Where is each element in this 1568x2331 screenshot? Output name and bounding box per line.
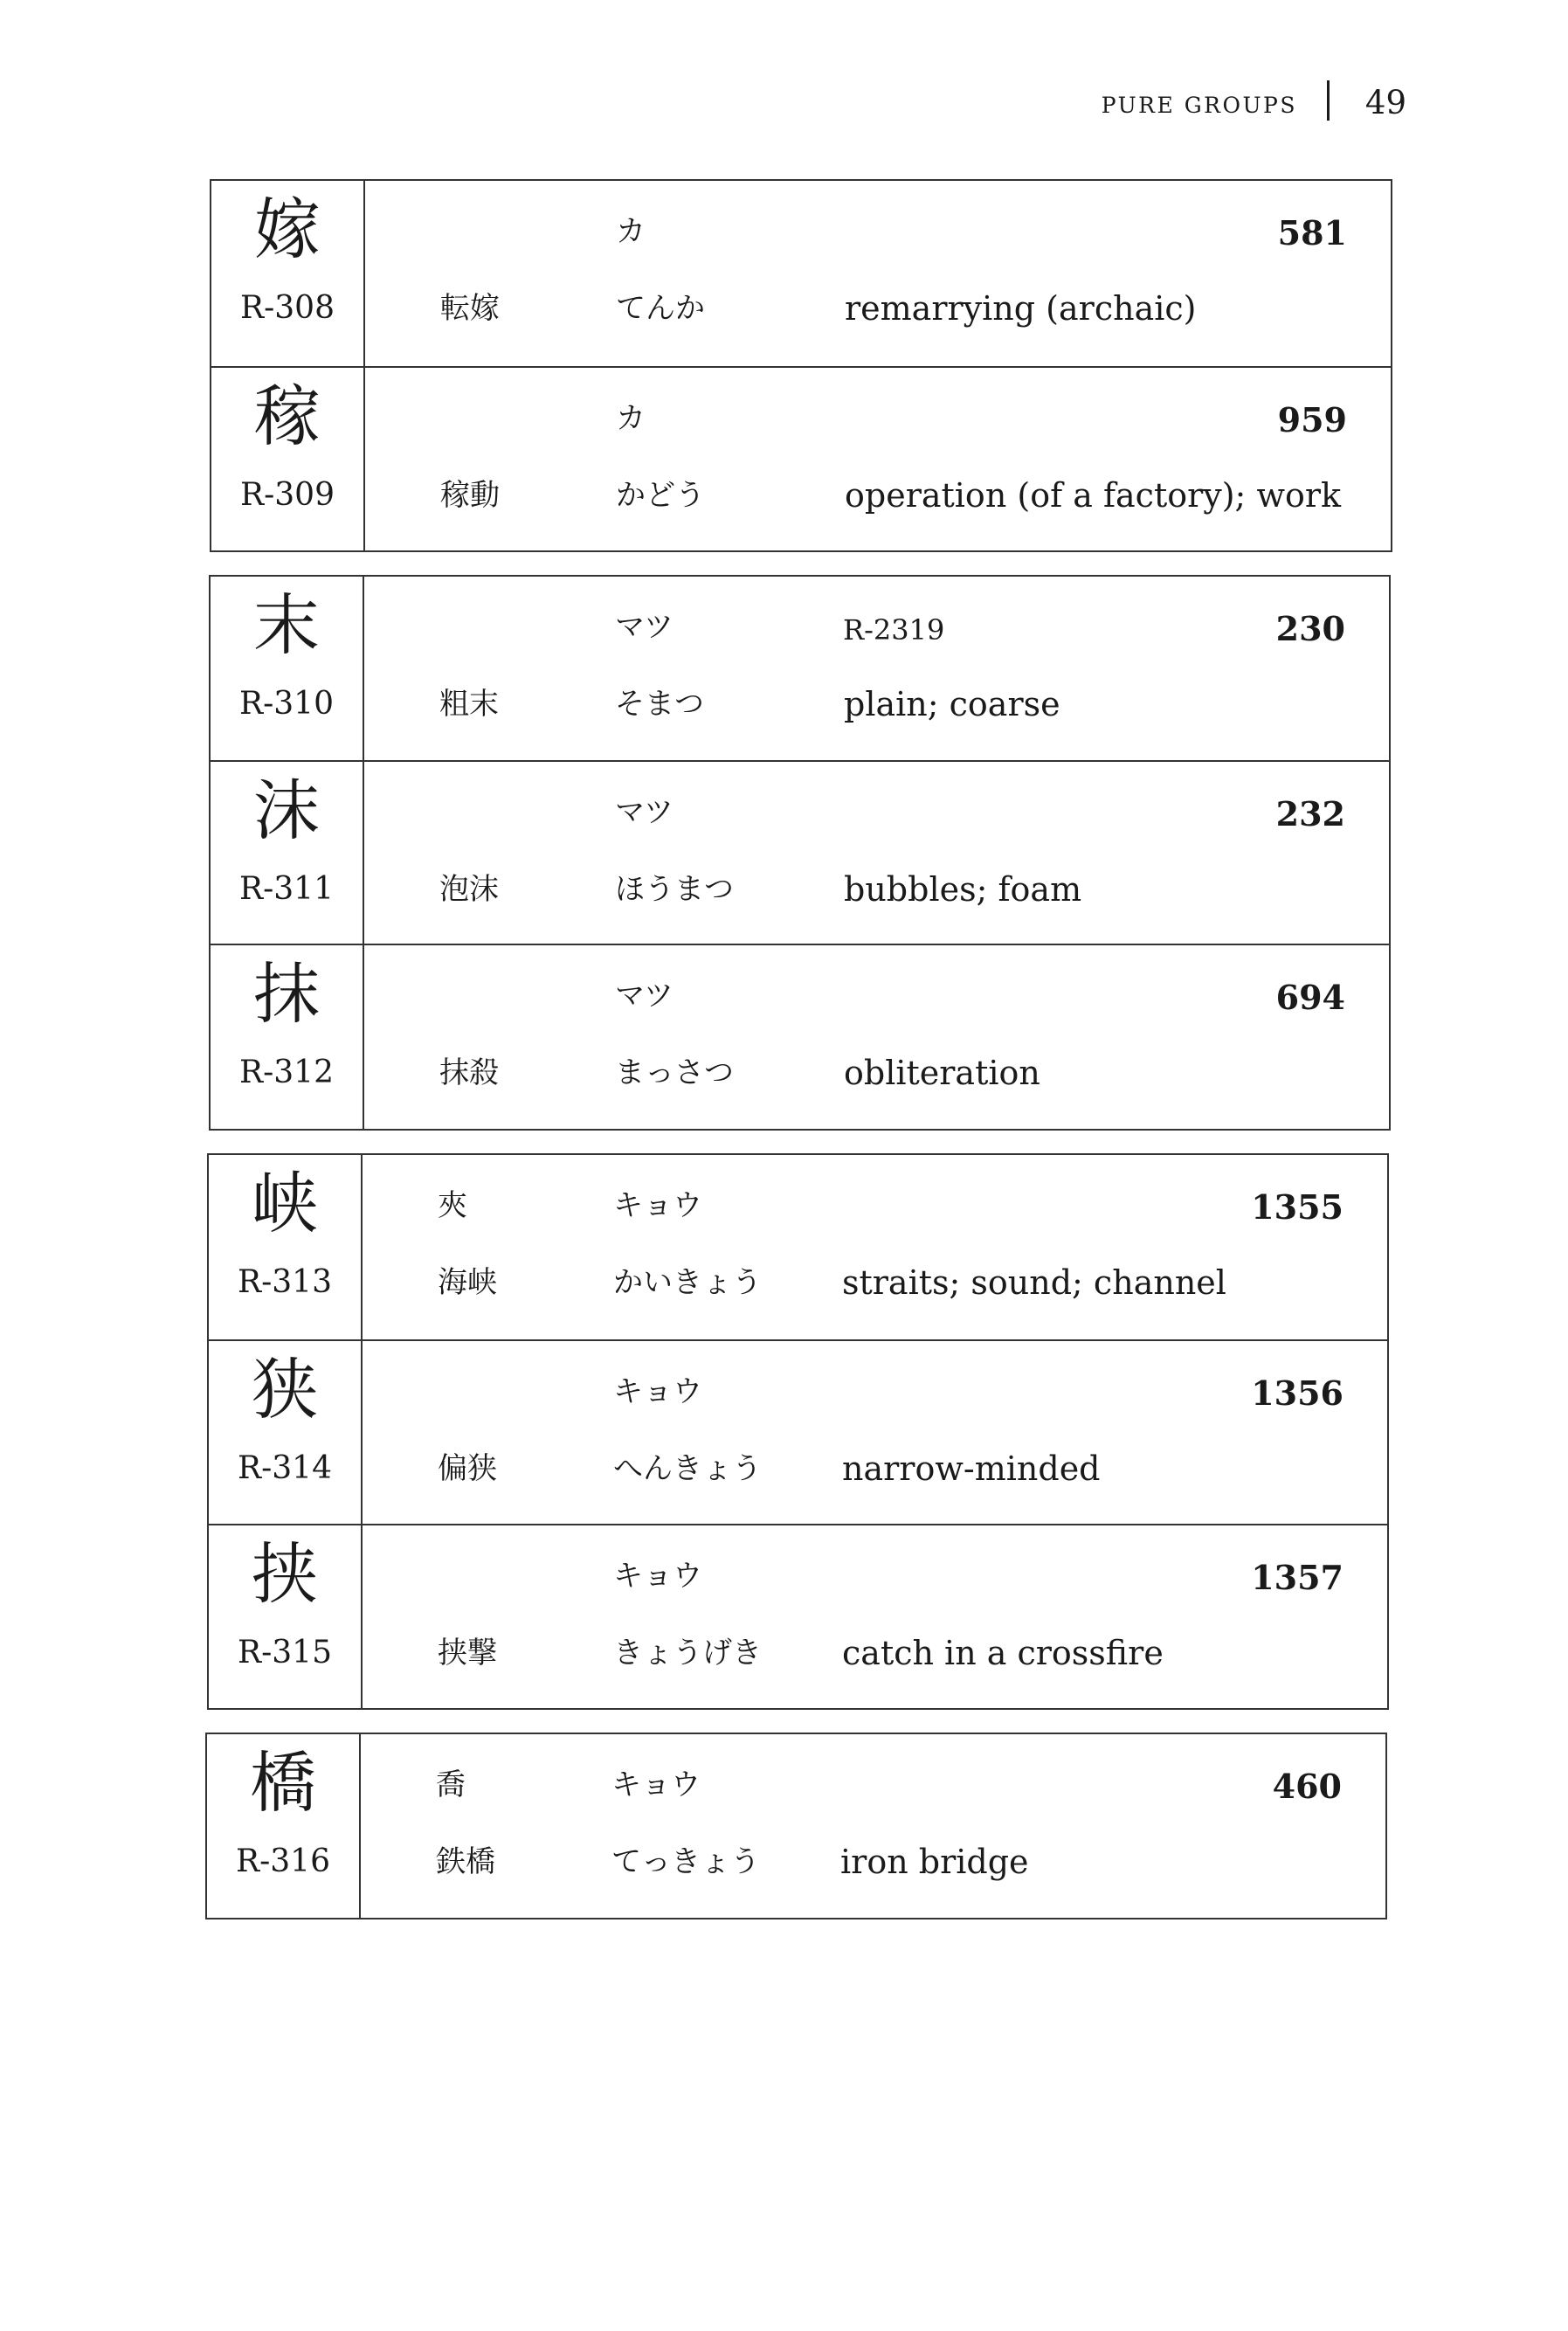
kanji-entry [209, 1339, 1387, 1526]
page-number: 49 [1364, 84, 1406, 121]
frame-number: 232 [1275, 794, 1345, 833]
example-meaning: catch in a crossfire [842, 1634, 1164, 1672]
kanji-group-3 [207, 1153, 1389, 1710]
kanji-character: 狭 [252, 1351, 318, 1428]
entry-ref-id: R-315 [238, 1635, 332, 1670]
onyomi-reading: マツ [615, 979, 673, 1013]
kanji-entry [209, 1155, 1387, 1340]
example-reading: きょうげき [613, 1636, 762, 1670]
kanji-entry [211, 181, 1391, 366]
example-reading: てっきょう [611, 1844, 760, 1879]
frame-number: 460 [1272, 1767, 1342, 1806]
example-word: 転嫁 [440, 291, 500, 326]
frame-number: 1355 [1251, 1187, 1344, 1227]
onyomi-reading: カ [616, 401, 646, 436]
example-reading: そまつ [615, 687, 704, 722]
onyomi-reading: キョウ [613, 1188, 702, 1223]
example-word: 挟撃 [438, 1636, 497, 1670]
kanji-character: 峡 [252, 1165, 318, 1242]
kanji-character: 挟 [252, 1535, 318, 1613]
running-head [961, 80, 1406, 124]
kanji-entry [211, 366, 1391, 553]
example-reading: へんきょう [613, 1451, 762, 1486]
entry-ref-id: R-311 [239, 871, 334, 907]
example-word: 抹殺 [439, 1055, 499, 1090]
frame-number: 581 [1277, 213, 1347, 252]
example-meaning: obliteration [844, 1054, 1040, 1092]
section-title: PURE GROUPS [1101, 93, 1297, 118]
cross-reference: R-2319 [843, 613, 945, 647]
frame-number: 694 [1275, 978, 1345, 1017]
example-meaning: remarrying (archaic) [845, 289, 1197, 328]
onyomi-reading: マツ [615, 795, 673, 830]
entry-ref-id: R-310 [239, 686, 334, 722]
entry-ref-id: R-308 [240, 290, 335, 326]
example-word: 偏狭 [438, 1451, 497, 1486]
example-word: 粗末 [439, 687, 499, 722]
entry-ref-id: R-316 [236, 1843, 330, 1879]
onyomi-reading: マツ [615, 610, 673, 645]
kanji-entry [211, 944, 1389, 1131]
example-meaning: bubbles; foam [844, 870, 1082, 909]
kanji-group-4 [205, 1733, 1387, 1919]
header-divider [1327, 80, 1330, 121]
kanji-character: 嫁 [254, 190, 321, 268]
example-word: 稼動 [440, 478, 500, 513]
example-reading: ほうまつ [615, 872, 734, 907]
frame-number: 1357 [1251, 1558, 1344, 1597]
kanji-character: 稼 [254, 377, 321, 455]
kanji-character: 抹 [253, 955, 320, 1033]
onyomi-reading: キョウ [613, 1559, 702, 1594]
example-word: 海峡 [438, 1265, 497, 1300]
kanji-character: 末 [253, 586, 320, 664]
kanji-group-2 [209, 575, 1391, 1131]
entry-ref-id: R-313 [238, 1264, 332, 1300]
phonetic-component: 喬 [436, 1767, 466, 1802]
example-meaning: operation (of a factory); work [845, 476, 1342, 515]
entry-ref-id: R-312 [239, 1055, 334, 1090]
example-reading: まっさつ [615, 1055, 734, 1090]
example-meaning: straits; sound; channel [842, 1263, 1226, 1302]
kanji-character: 沫 [253, 771, 320, 849]
kanji-entry [211, 577, 1389, 762]
onyomi-reading: カ [616, 214, 646, 249]
kanji-group-1 [210, 179, 1392, 552]
kanji-entry [207, 1734, 1385, 1919]
phonetic-component: 夾 [438, 1188, 467, 1223]
onyomi-reading: キョウ [611, 1767, 701, 1802]
entry-ref-id: R-314 [238, 1450, 332, 1486]
example-reading: かどう [616, 478, 705, 513]
kanji-entry [209, 1524, 1387, 1711]
frame-number: 1356 [1251, 1373, 1344, 1413]
entry-ref-id: R-309 [240, 477, 335, 513]
example-reading: かいきょう [613, 1265, 762, 1300]
kanji-entry [211, 760, 1389, 947]
frame-number: 230 [1275, 609, 1345, 648]
example-reading: てんか [616, 291, 705, 326]
example-meaning: narrow-minded [842, 1449, 1101, 1488]
example-word: 泡沫 [439, 872, 499, 907]
frame-number: 959 [1277, 400, 1347, 439]
example-meaning: plain; coarse [844, 685, 1060, 723]
example-word: 鉄橋 [436, 1844, 495, 1879]
example-meaning: iron bridge [840, 1843, 1029, 1881]
onyomi-reading: キョウ [613, 1374, 702, 1409]
kanji-character: 橋 [250, 1744, 316, 1822]
